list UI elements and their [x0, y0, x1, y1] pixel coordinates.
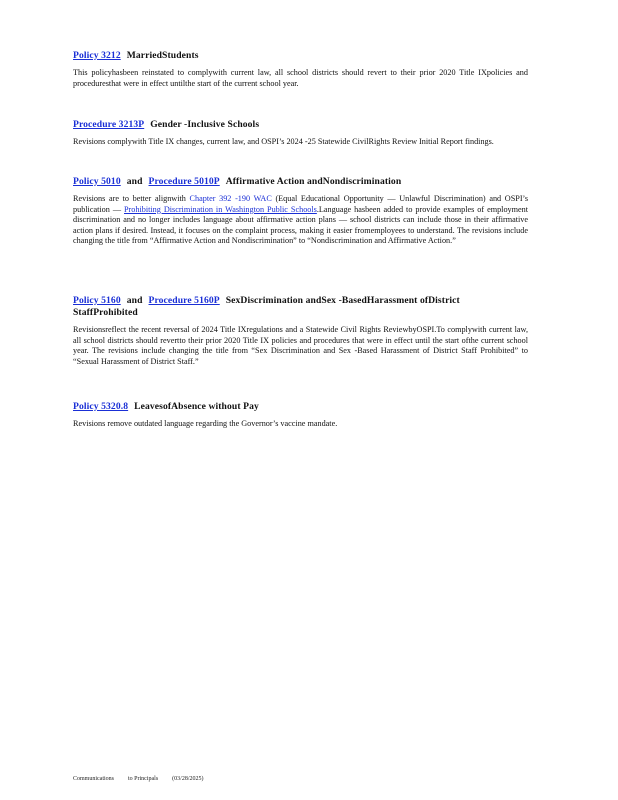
section-heading [73, 295, 513, 319]
section-title: Gender -Inclusive Schools [150, 119, 260, 130]
section-body [73, 194, 528, 247]
section-policy-3212 [73, 50, 528, 89]
procedure-5010p-link[interactable]: Procedure 5010P [148, 176, 220, 187]
section-procedure-3213p [73, 119, 528, 148]
footer-label: Communications [73, 776, 114, 782]
body-text: (Equal Educational Opportunity — Unlawful Discrimination) and OSPI’s publication — [73, 194, 529, 214]
footer-audience: to Principals [128, 776, 159, 782]
policy-5320-8-link[interactable]: Policy 5320.8 [73, 401, 129, 412]
section-title: LeavesofAbsence without Pay [134, 401, 259, 412]
section-heading [73, 176, 528, 188]
footer-date: (03/28/2025) [172, 776, 204, 782]
and-text: and [126, 295, 143, 306]
prohibiting-discrimination-link[interactable]: Prohibiting Discrimination in Washington Public Schools [124, 204, 317, 214]
section-body: Revisions complywith Title IX changes, current law, and OSPI’s 2024 -25 Statewide CivilRights Review Initial Report findings. [73, 137, 494, 146]
section-body: This policyhasbeen reinstated to complywith current law, all school districts should revert to their prior 2020 Title IXpolicies and proceduresthat were in effect untilthe start of the current school year. [73, 68, 528, 88]
section-title: MarriedStudents [126, 50, 199, 61]
section-heading [73, 401, 528, 413]
body-text: .Language hasbeen added to provide examples of employment discrimination and no longer includes language about affirmative action plans — school districts can include those in their affirmative action plans if desired. Instead, it focuses on the complaint process, making it easier fromemployees to understand. The revisions include changing the title from “Affirmative Action and Nondiscrimination” to “Nondiscrimination and Affirmative Action.” [73, 204, 529, 246]
procedure-3213p-link[interactable]: Procedure 3213P [73, 119, 145, 130]
section-heading [73, 119, 528, 131]
section-policy-5160 [73, 295, 528, 367]
section-title: SexDiscrimination andSex -BasedHarassment ofDistrict StaffProhibited [73, 295, 460, 318]
policy-3212-link[interactable]: Policy 3212 [73, 50, 121, 61]
section-title: Affirmative Action andNondiscrimination [225, 176, 402, 187]
chapter-392-190-wac-link[interactable]: Chapter 392 -190 WAC [189, 194, 272, 203]
policy-5160-link[interactable]: Policy 5160 [73, 295, 121, 306]
procedure-5160p-link[interactable]: Procedure 5160P [148, 295, 220, 306]
section-policy-5010 [73, 176, 528, 247]
section-body: Revisions remove outdated language regarding the Governor’s vaccine mandate. [73, 419, 338, 428]
section-body: Revisionsreflect the recent reversal of 2024 Title IXregulations and a Statewide Civil Rights ReviewbyOSPI.To complywith current law, all school districts should revertto their prior 2020 Title IX policies and procedures that were in effect until the start ofthe current school year. The revisions include changing the title from “Sex Discrimination and Sex -Based Harassment of District Staff Prohibited” to “Sexual Harassment of District Staff.” [73, 325, 528, 366]
section-heading [73, 50, 528, 62]
page-footer [73, 775, 218, 783]
body-text: Revisions are to better alignwith [73, 194, 186, 203]
policy-5010-link[interactable]: Policy 5010 [73, 176, 121, 187]
and-text: and [126, 176, 143, 187]
section-policy-5320-8 [73, 401, 528, 430]
